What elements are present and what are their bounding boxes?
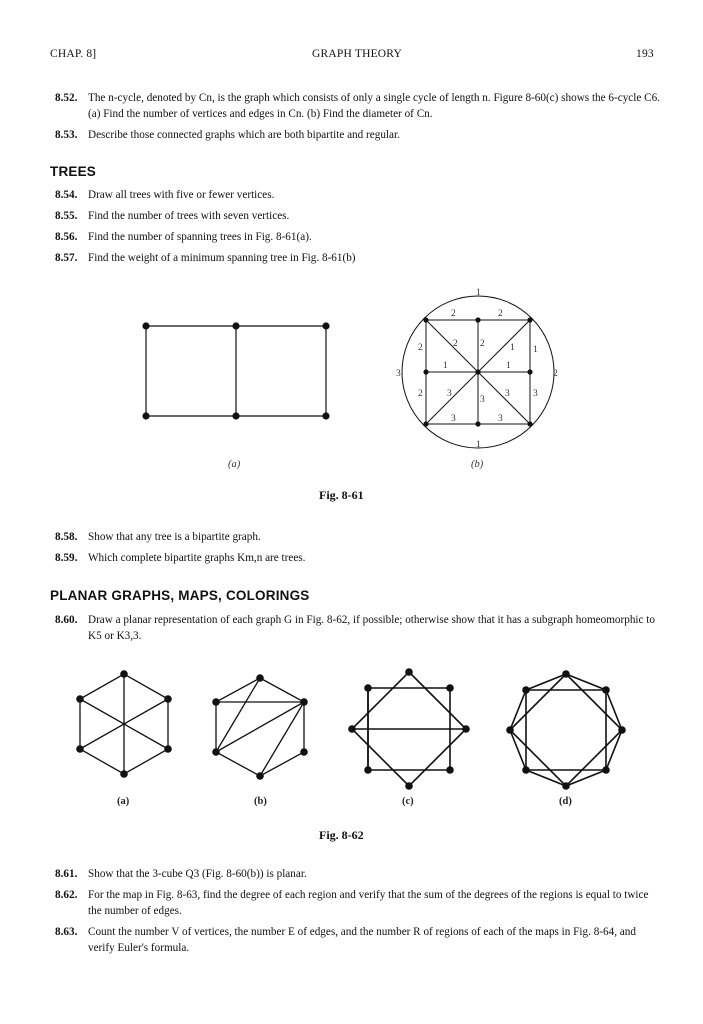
edge-weight: 2 [498, 309, 503, 319]
problem-8-61 [55, 867, 660, 883]
problem-number: 8.52. [55, 92, 78, 104]
fig-8-62b-graph [216, 678, 304, 776]
problem-8-63 [55, 925, 660, 956]
edge-weight: 1 [533, 345, 538, 355]
problem-text: Find the weight of a minimum spanning tree in Fig. 8-61(b) [88, 252, 356, 264]
edge-weight: 3 [533, 389, 538, 399]
problem-number: 8.60. [55, 614, 78, 626]
edge-weight: 3 [498, 414, 503, 424]
figure-caption-8-61: Fig. 8-61 [319, 488, 364, 502]
fig-8-62b-label: (b) [254, 796, 267, 807]
problem-8-54 [55, 188, 660, 204]
figure-8-61 [0, 280, 703, 475]
edge-weight: 2 [451, 309, 456, 319]
fig-8-61a-graph [146, 326, 326, 416]
problem-8-57 [55, 251, 660, 267]
problem-text: Count the number V of vertices, the number E of edges, and the number R of regions of each of the maps in Fig. 8-64, and verify Euler's formula. [88, 926, 636, 954]
fig-8-62d-label: (d) [559, 796, 572, 807]
fig-8-61a-label: (a) [228, 459, 241, 470]
edge-weight: 2 [553, 369, 558, 379]
problem-text: Draw all trees with five or fewer vertices. [88, 189, 275, 201]
problem-number: 8.61. [55, 868, 78, 880]
edge-weight: 1 [476, 440, 481, 450]
section-heading-trees: TREES [50, 164, 97, 179]
problem-8-53 [55, 128, 660, 144]
problem-text: For the map in Fig. 8-63, find the degree of each region and verify that the sum of the degrees of the regions is equal to twice the number of edges. [88, 889, 649, 917]
edge-weight: 3 [505, 389, 510, 399]
edge-weight: 2 [453, 339, 458, 349]
page-number: 193 [636, 48, 654, 60]
fig-8-61b-label: (b) [471, 459, 484, 470]
edge-weight: 3 [451, 414, 456, 424]
edge-weight: 3 [396, 369, 401, 379]
edge-weight: 1 [510, 343, 515, 353]
problem-text: Show that the 3-cube Q3 (Fig. 8-60(b)) is planar. [88, 868, 307, 880]
figure-8-62 [0, 660, 703, 810]
problem-text: Find the number of spanning trees in Fig. 8-61(a). [88, 231, 312, 243]
problem-text: The n-cycle, denoted by Cn, is the graph which consists of only a single cycle of length n. Figure 8-60(c) shows the 6-cycle C6. (a) Find the number of vertices and edges in Cn. (b) Find the diameter of Cn. [88, 92, 660, 120]
figure-caption-8-62: Fig. 8-62 [319, 828, 364, 842]
problem-8-56 [55, 230, 660, 246]
problem-number: 8.62. [55, 889, 78, 901]
problem-text: Describe those connected graphs which are both bipartite and regular. [88, 129, 400, 141]
problem-8-58 [55, 530, 660, 546]
problem-number: 8.63. [55, 926, 78, 938]
section-heading-planar: PLANAR GRAPHS, MAPS, COLORINGS [50, 588, 310, 603]
problem-text: Which complete bipartite graphs Km,n are trees. [88, 552, 306, 564]
problem-number: 8.59. [55, 552, 78, 564]
running-head-chapter: CHAP. 8] [50, 48, 97, 60]
fig-8-62a-graph [80, 674, 168, 774]
problem-text: Show that any tree is a bipartite graph. [88, 531, 261, 543]
problem-text: Draw a planar representation of each graph G in Fig. 8-62, if possible; otherwise show that it has a subgraph homeomorphic to K5 or K3,3. [88, 614, 656, 642]
problem-number: 8.56. [55, 231, 78, 243]
problem-8-55 [55, 209, 660, 225]
fig-8-62c-label: (c) [402, 796, 414, 807]
edge-weight: 2 [418, 389, 423, 399]
problem-number: 8.55. [55, 210, 78, 222]
problem-8-59 [55, 551, 660, 567]
problem-number: 8.57. [55, 252, 78, 264]
problem-text: Find the number of trees with seven vertices. [88, 210, 290, 222]
fig-8-62a-label: (a) [117, 796, 130, 807]
problem-8-62 [55, 888, 660, 919]
edge-weight: 1 [506, 361, 511, 371]
edge-weight: 2 [480, 339, 485, 349]
edge-weight: 2 [418, 343, 423, 353]
edge-weight: 3 [447, 389, 452, 399]
edge-weight: 3 [480, 395, 485, 405]
problem-8-52 [55, 91, 660, 122]
problem-number: 8.53. [55, 129, 78, 141]
problem-number: 8.54. [55, 189, 78, 201]
problem-number: 8.58. [55, 531, 78, 543]
problem-8-60 [55, 613, 660, 644]
edge-weight: 1 [476, 288, 481, 298]
edge-weight: 1 [443, 361, 448, 371]
running-head-title: GRAPH THEORY [312, 48, 403, 60]
